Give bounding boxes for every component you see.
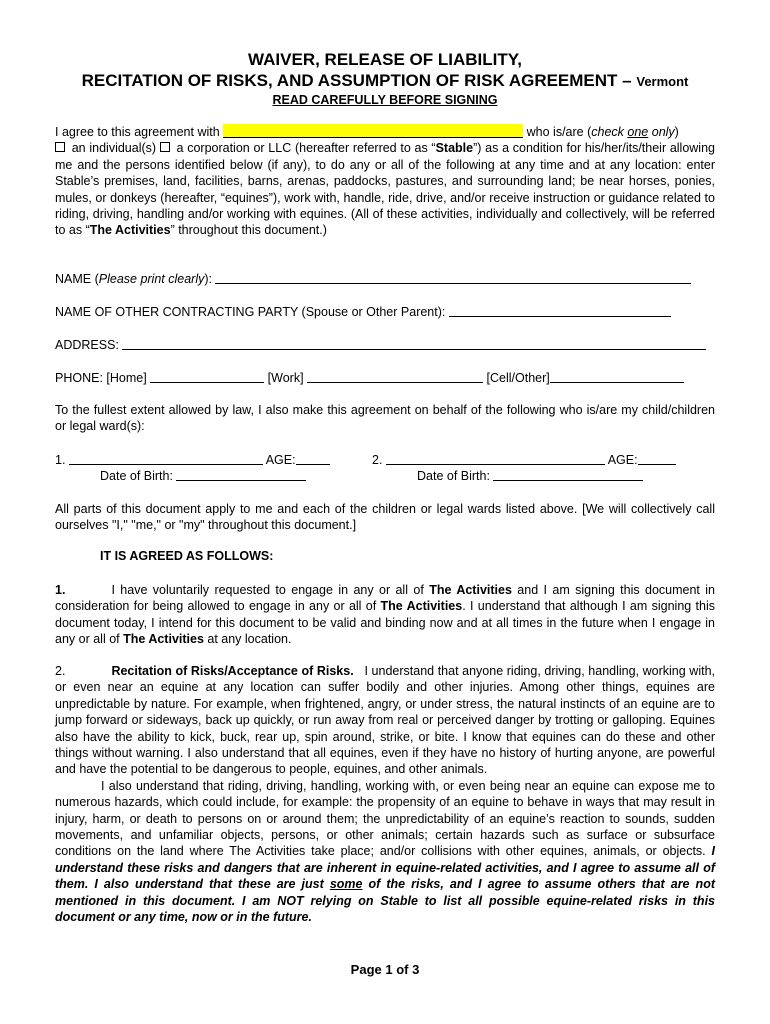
minor-1-name-field[interactable] xyxy=(69,452,263,465)
minor-1-row: 1. AGE: xyxy=(55,452,715,468)
work-phone-field[interactable] xyxy=(307,370,483,383)
all-parts-paragraph: All parts of this document apply to me and each of the children or legal wards listed above. [We will collectively call ourselves "I," "me," or "my" throughout this document.] xyxy=(55,502,715,533)
stable-name-field[interactable] xyxy=(223,124,523,138)
address-field[interactable] xyxy=(122,337,706,350)
section-1: 1. I have voluntarily requested to engage in any or all of The Activities and I am signing this document in consideration for being allowed to engage in any or all of The Activities. I understand that although I am signing this document today, I intend for this document to be valid and binding now and at all times in the future when I engage in any or all of The Activities at any location. xyxy=(55,583,715,647)
other-party-field[interactable] xyxy=(449,304,671,317)
minors-intro: To the fullest extent allowed by law, I also make this agreement on behalf of the following who is/are my child/children or legal ward(s): xyxy=(55,403,715,434)
minor-2-dob-row: Date of Birth: xyxy=(417,468,677,484)
page-number: Page 1 of 3 xyxy=(350,962,420,977)
individual-checkbox[interactable] xyxy=(55,142,65,152)
minor-2-dob-field[interactable] xyxy=(493,468,643,481)
intro-paragraph: I agree to this agreement with who is/are (check one only) an individual(s) a corporation or LLC (hereafter referred to as “Stable”) as a condition for his/her/its/their allowing me and the persons identified below (if any), to do any or all of the following at any time and at any location: enter Stable’s premises, land, facilities, barns, arenas, paddocks, pastures, and surrounding land; be near horses, ponies, mules, or donkeys (hereafter, “equines”), work with, handle, ride, drive, and/or receive instruction or guidance related to riding, driving, handling and/or working with equines. (All of these activities, individually and collectively, will be referred to as “The Activities” throughout this document.) xyxy=(55,125,715,238)
read-carefully-heading: READ CAREFULLY BEFORE SIGNING xyxy=(272,93,498,107)
minor-1-dob-row: Date of Birth: xyxy=(100,468,340,484)
phone-row: PHONE: [Home] [Work] [Cell/Other] xyxy=(55,370,715,386)
other-party-row: NAME OF OTHER CONTRACTING PARTY (Spouse or Other Parent): xyxy=(55,304,715,320)
corporation-checkbox[interactable] xyxy=(160,142,170,152)
name-field[interactable] xyxy=(215,271,691,284)
name-field-row: NAME (Please print clearly): xyxy=(55,271,715,287)
minor-2-name-field[interactable] xyxy=(386,452,605,465)
agreed-heading: IT IS AGREED AS FOLLOWS: xyxy=(100,549,274,563)
minor-1-dob-field[interactable] xyxy=(176,468,306,481)
minor-2-age-field[interactable] xyxy=(638,452,676,465)
home-phone-field[interactable] xyxy=(150,370,264,383)
section-2: 2. Recitation of Risks/Acceptance of Risks. I understand that anyone riding, driving, handling, working with, or even near an equine at any location can suffer bodily and other injuries. Among other things, equines are unpredictable by nature. For example, when frightened, angry, or under stress, the natural instincts of an equine are to jump forward or sideways, back up quickly, or run away from real or perceived danger by trotting or galloping. Equines also have the ability to kick, buck, rear up, spin around, strike, or bite. I know that equines can do these and other things without warning. I also understand that all equines, even if they have no history of hurting anyone, are powerful and have the potential to be dangerous to people, equines, and other animals. I also understand that riding, driving, handling, working with, or even being near an equine can expose me to numerous hazards, which could include, for example: the propensity of an equine to behave in ways that may result in injury, harm, or death to persons on or around them; the unpredictability of an equine’s reaction to sounds, sudden movements, and unfamiliar objects, persons, or other animals; certain hazards such as surface or subsurface conditions on the land where The Activities take place; and/or collisions with other equines, animals, or objects. I understand these risks and dangers that are inherent in equine-related activities, and I agree to assume all of them. I also understand that these are just some of the risks, and I agree to assume others that are not mentioned in this document. I am NOT relying on Stable to list all possible equine-related risks in this document or any time, now or in the future. xyxy=(55,664,715,925)
title-line-1: WAIVER, RELEASE OF LIABILITY, xyxy=(248,50,522,69)
cell-phone-field[interactable] xyxy=(550,370,684,383)
minor-2-row: 2. AGE: xyxy=(372,452,715,468)
state-name: Vermont xyxy=(636,74,689,89)
minor-1-age-field[interactable] xyxy=(296,452,330,465)
title-line-2: RECITATION OF RISKS, AND ASSUMPTION OF RISK AGREEMENT – Vermont xyxy=(81,71,689,90)
address-row: ADDRESS: xyxy=(55,337,715,353)
